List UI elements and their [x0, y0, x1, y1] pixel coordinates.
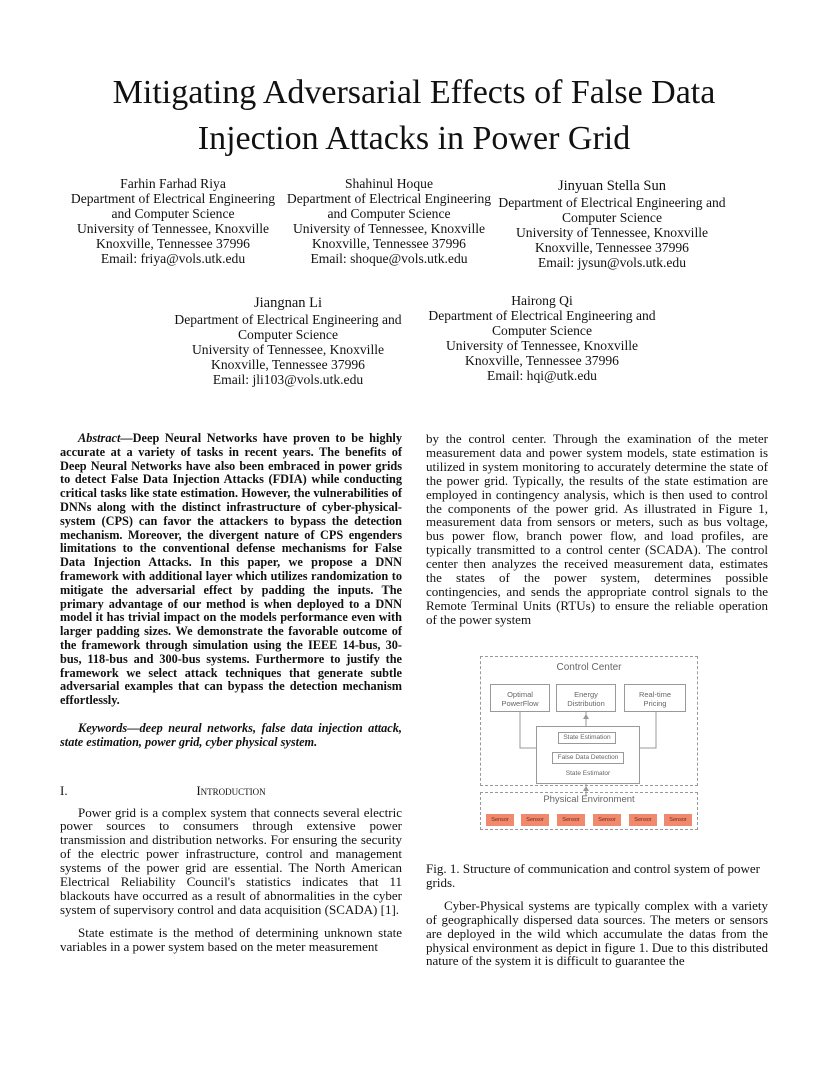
figure-caption: Fig. 1. Structure of communication and control system of power grids. — [426, 861, 760, 890]
author-dept: Computer Science — [561, 210, 663, 225]
figure-1 — [480, 656, 698, 830]
author-city: Knoxville, Tennessee 37996 — [312, 236, 466, 251]
sensor-3: Sensor — [557, 814, 585, 826]
box-label: Distribution — [567, 699, 605, 708]
intro-paragraph-1: Power grid is a complex system that connects several electric power sources to consumers through extensive power transmission and distribution networks. For ensuring the security of the electric power infrastructure, control and management systems of the power grid are essential. The North American Electrical Reliability Council's statistics indicates that 11 blackouts have occurred as a result of abnormalities in the cyber system of supervisory control and data acquisition (SCADA) [1]. — [60, 804, 402, 917]
arrow-line — [520, 712, 536, 748]
section-number: I. — [60, 782, 68, 798]
box-label: Pricing — [643, 699, 667, 708]
sensor-4: Sensor — [593, 814, 621, 826]
arrow-head — [583, 714, 589, 719]
arrow-line — [640, 712, 656, 748]
author-city: Knoxville, Tennessee 37996 — [211, 357, 365, 372]
abstract-text: Deep Neural Networks have proven to be highly accurate at a variety of tasks in recent years. The benefits of Deep Neural Networks have also been embraced in power grids to detect False Data Injection Attacks (FDIA) while conducting critical tasks like state estimation. However, the vulnerabilities of DNNs along with the distinct infrastructure of cyber-physical-system (CPS) can favor the attackers to bypass the detection mechanism. Moreover, the divergent nature of CPS engenders limitations to the conventional defense mechanisms for False Data Injection Attacks. In this paper, we propose a DNN framework with additional layer which utilizes randomization to mitigate the adversarial effect by padding the inputs. The primary advantage of our method is when deployed to a DNN model it has trivial impact on the models performance even with larger padding sizes. We demonstrate the favorable outcome of the framework through simulation using the IEEE 14-bus, 30-bus, 118-bus and 300-bus systems. Furthermore to justify the framework we select attack techniques that generate subtle adversarial examples that can bypass the detection mechanism effortlessly. — [60, 431, 402, 708]
author-dept: Computer Science — [237, 327, 339, 342]
state-estimator-label: State Estimator — [565, 770, 611, 777]
author-name: Jinyuan Stella Sun — [558, 178, 666, 194]
right-column-lower — [426, 862, 768, 968]
box-label: PowerFlow — [501, 699, 539, 708]
author-univ: University of Tennessee, Knoxville — [292, 221, 486, 236]
author-email: Email: shoque@vols.utk.edu — [310, 251, 468, 266]
author-email: Email: jli103@vols.utk.edu — [212, 372, 364, 387]
sensor-1: Sensor — [486, 814, 514, 826]
author-dept: Department of Electrical Engineering — [286, 191, 492, 206]
sensor-6: Sensor — [664, 814, 692, 826]
keywords — [60, 722, 402, 750]
box-label: Real-time — [638, 690, 672, 699]
author-email: Email: friya@vols.utk.edu — [100, 251, 246, 266]
author-univ: University of Tennessee, Knoxville — [445, 338, 639, 353]
author-city: Knoxville, Tennessee 37996 — [535, 240, 689, 255]
author-dept: Department of Electrical Engineering and — [428, 308, 656, 323]
author-block-5 — [426, 293, 658, 383]
control-center-label: Control Center — [556, 662, 622, 673]
right-paragraph-1: by the control center. Through the examination of the meter measurement data and power system models, state estimation is utilized in system monitoring to accurately determine the state of the power grid. Typically, the results of the state estimation are employed in contingency analysis, which is then used to control the components of the power grid. As illustrated in Figure 1, measurement data from sensors or meters, such as bus voltage, bus power flow, branch power flow, and load profiles, are typically transmitted to a control center (SCADA). The control center then analyzes the received measurement data, estimates the states of the power system, determines possible contingencies, and sends the appropriate control signals to the Remote Terminal Units (RTUs) to ensure the reliable operation of the power system — [426, 431, 768, 627]
abstract — [60, 432, 402, 708]
author-dept: Computer Science — [491, 323, 593, 338]
box-label: Optimal — [507, 690, 533, 699]
section-title: Introduction — [196, 782, 266, 798]
author-univ: University of Tennessee, Knoxville — [76, 221, 270, 236]
author-dept: and Computer Science — [111, 206, 235, 221]
author-dept: Department of Electrical Engineering and — [174, 312, 402, 327]
intro-paragraph-2: State estimate is the method of determining unknown state variables in a power system based on the meter measurement — [60, 924, 402, 954]
author-block-1 — [60, 176, 286, 266]
title-line-2: Injection Attacks in Power Grid — [197, 120, 631, 157]
author-block-3 — [496, 177, 728, 270]
state-estimation-box: State Estimation — [558, 732, 616, 744]
box-label: Energy — [574, 690, 598, 699]
sensor-5: Sensor — [629, 814, 657, 826]
section-heading — [60, 784, 402, 800]
paper-title — [40, 70, 788, 162]
right-paragraph-2: Cyber-Physical systems are typically complex with a variety of geographically dispersed data sources. The meters or sensors are deployed in the wild which accumulate the datas from the physical environment as depict in figure 1. Due to this distributed nature of the system it is difficult to guarantee the — [426, 897, 768, 969]
left-column — [60, 432, 402, 954]
false-data-detection-box: False Data Detection — [552, 752, 624, 764]
title-line-1: Mitigating Adversarial Effects of False Data — [112, 74, 716, 111]
keywords-text: deep neural networks, false data injection attack, state estimation, power grid, cyber physical system. — [60, 720, 402, 749]
author-name: Hairong Qi — [511, 293, 573, 308]
author-dept: Department of Electrical Engineering and — [498, 195, 726, 210]
sensor-2: Sensor — [521, 814, 549, 826]
keywords-label: Keywords— — [78, 720, 140, 735]
author-univ: University of Tennessee, Knoxville — [515, 225, 709, 240]
author-city: Knoxville, Tennessee 37996 — [96, 236, 250, 251]
physical-environment-label: Physical Environment — [543, 794, 635, 805]
author-email: Email: hqi@utk.edu — [487, 368, 597, 383]
author-name: Farhin Farhad Riya — [120, 176, 226, 191]
author-email: Email: jysun@vols.utk.edu — [537, 255, 687, 270]
right-column — [426, 432, 768, 627]
author-univ: University of Tennessee, Knoxville — [191, 342, 385, 357]
author-dept: Department of Electrical Engineering — [70, 191, 276, 206]
author-block-2 — [276, 176, 502, 266]
abstract-label: Abstract— — [78, 431, 133, 445]
author-name: Shahinul Hoque — [345, 176, 433, 191]
author-block-4 — [172, 294, 404, 387]
arrow-head — [583, 786, 589, 791]
author-name: Jiangnan Li — [253, 295, 323, 311]
author-city: Knoxville, Tennessee 37996 — [465, 353, 619, 368]
author-dept: and Computer Science — [327, 206, 451, 221]
